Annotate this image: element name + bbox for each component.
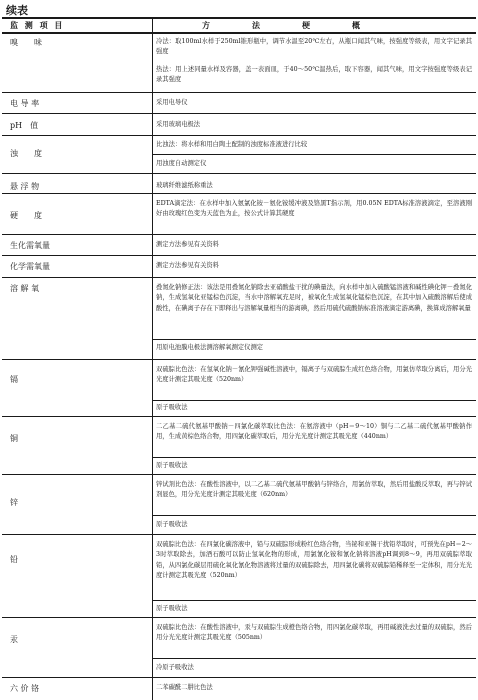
method-text: 原子吸收法 — [156, 605, 188, 612]
row-rule — [2, 173, 476, 174]
row-rule — [2, 474, 476, 475]
header-method: 方 法 梗 概 — [202, 20, 362, 30]
row-label: 铅 — [10, 555, 18, 564]
row-rule — [2, 193, 476, 194]
row-label: 硬 度 — [10, 211, 42, 220]
method-text: 二苯碳酰二肼比色法 — [156, 684, 213, 691]
sub-rule — [152, 658, 476, 659]
header-rule — [2, 32, 476, 34]
method-text: 比浊法：将水样和用白陶土配制的浊度标准液进行比较 — [156, 141, 308, 148]
table-top-rule — [2, 17, 476, 19]
method-text: 采用玻璃电极法 — [156, 121, 201, 128]
method-text: 玻璃纤维滤纸称重法 — [156, 182, 213, 189]
sub-rule — [152, 457, 476, 458]
row-rule — [2, 416, 476, 417]
method-text: 原子吸收法 — [156, 521, 188, 528]
row-label: 浊 度 — [10, 149, 42, 158]
method-text: 热法：用上述同量水样及容器，盖一表面皿，于40～50℃温热后，取下容器，闻其气味，用文字按强度等级表记录其强度 — [156, 66, 472, 84]
row-label: 生化需氧量 — [10, 241, 50, 250]
row-label: 电 导 率 — [10, 99, 40, 108]
row-rule — [2, 113, 476, 114]
monitoring-methods-table — [2, 17, 476, 700]
row-label: 锌 — [10, 498, 18, 507]
method-text: 双硫腙比色法：在氢氧化钠－氰化钾强碱性溶液中，镉离子与双硫腙生成红色络合物，用氯仿萃取分离后，用分光光度计测定其吸光度（520nm） — [156, 366, 472, 384]
method-text: 双硫腙比色法：在四氯化碳溶液中，铅与双硫腙形成粉红色络合物，当铋和亚锡干扰铅萃取时，可预先在pH＝2～3时萃取除去，加酒石酸可以防止氢氧化物的形成，用氯氰化铵和氰化钠将溶液pH调到8～9，再用双硫腙萃取铅，从四氯化碳层用硫化氧化氰化物溶液将过量的双硫腙除去，用四氯化碳将双硫腙铅稀释至一定体积，用分光光度计测定其吸光度（520nm） — [156, 541, 472, 580]
row-label: 镉 — [10, 375, 18, 384]
row-label: 悬 浮 物 — [10, 182, 40, 191]
row-rule — [2, 92, 476, 93]
row-label: 化学需氧量 — [10, 262, 50, 271]
row-label: 铜 — [10, 434, 18, 443]
sub-rule — [152, 515, 476, 516]
method-text: 双硫腙比色法：在酸性溶液中，汞与双硫腙生成橙色络合物，用四氯化碳萃取，再用碱液洗去过量的双硫腙，然后用分光光度计测定其吸光度（505nm） — [156, 624, 472, 642]
method-text: 锌试剂比色法：在酸性溶液中，以二乙基二硫代氨基甲酸钠与锌络合，用氯仿萃取，然后用盐酸反萃取，再与锌试剂显色，用分光光度计测定其吸光度（620nm） — [156, 481, 472, 499]
row-label: 汞 — [10, 635, 18, 644]
method-text: 测定方法参见有关资料 — [156, 241, 219, 248]
method-text: 冷原子吸收法 — [156, 664, 194, 671]
method-text: 采用电导仪 — [156, 99, 188, 106]
method-text: 用浊度自动测定仪 — [156, 160, 207, 167]
row-label: 溶 解 氧 — [10, 284, 40, 293]
sub-rule — [152, 339, 476, 340]
method-text: 测定方法参见有关资料 — [156, 262, 219, 269]
row-rule — [2, 617, 476, 618]
method-text: 冷法：取100ml水样于250ml锥形瓶中，调节水温至20℃左右，从瓶口闻其气味，按强度等级表，用文字记录其强度 — [156, 38, 472, 56]
method-text: EDTA滴定法：在水样中加入氨氯化铵－氨化铵缓冲液及铬黑T指示剂，用0.05N EDTA标准溶液滴定，至溶液刚好由玫瑰红色变为天蓝色为止，按公式计算其硬度 — [156, 200, 472, 218]
row-label: 六 价 铬 — [10, 684, 40, 693]
method-text: 用原电池膜电极法测溶解氧测定仪测定 — [156, 344, 264, 351]
sub-rule — [152, 154, 476, 155]
row-rule — [2, 255, 476, 256]
method-text: 原子吸收法 — [156, 462, 188, 469]
method-text: 原子吸收法 — [156, 404, 188, 411]
row-rule — [2, 277, 476, 278]
header-item: 监 测 项 目 — [10, 20, 65, 30]
row-rule — [2, 534, 476, 535]
method-text: 叠氮化钠修正法：该法是用叠氮化钠除去亚硝酸盐干扰的碘量法，向水样中加入硫酸锰溶液和碱性碘化钾－叠氮化钠，生成氢氧化亚锰棕色沉淀，当水中溶解氧充足时，被氧化生成氢氧化锰棕色沉淀，在其中加入硫酸溶解后使成酸性，在碘离子存在下即释出与溶解氧量相当的游离碘，然后用硫代硫酸钠标准溶液滴定游离碘，换算成溶解氧量 — [156, 284, 472, 312]
row-rule — [2, 359, 476, 360]
row-rule — [2, 135, 476, 136]
row-label: 嗅 味 — [10, 38, 42, 47]
sub-rule — [152, 400, 476, 401]
table-caption: 续表 — [6, 4, 28, 17]
row-label: pH 值 — [10, 121, 39, 130]
method-text: 二乙基二硫代氨基甲酸钠－四氯化碳萃取比色法：在氨溶液中（pH＝9～10）铜与二乙基二硫代氨基甲酸钠作用，生成黄棕色络合物，用四氯化碳萃取后，用分光光度计测定其吸光度（440nm） — [156, 423, 472, 441]
row-rule — [2, 234, 476, 235]
sub-rule — [152, 600, 476, 601]
row-rule — [2, 677, 476, 678]
